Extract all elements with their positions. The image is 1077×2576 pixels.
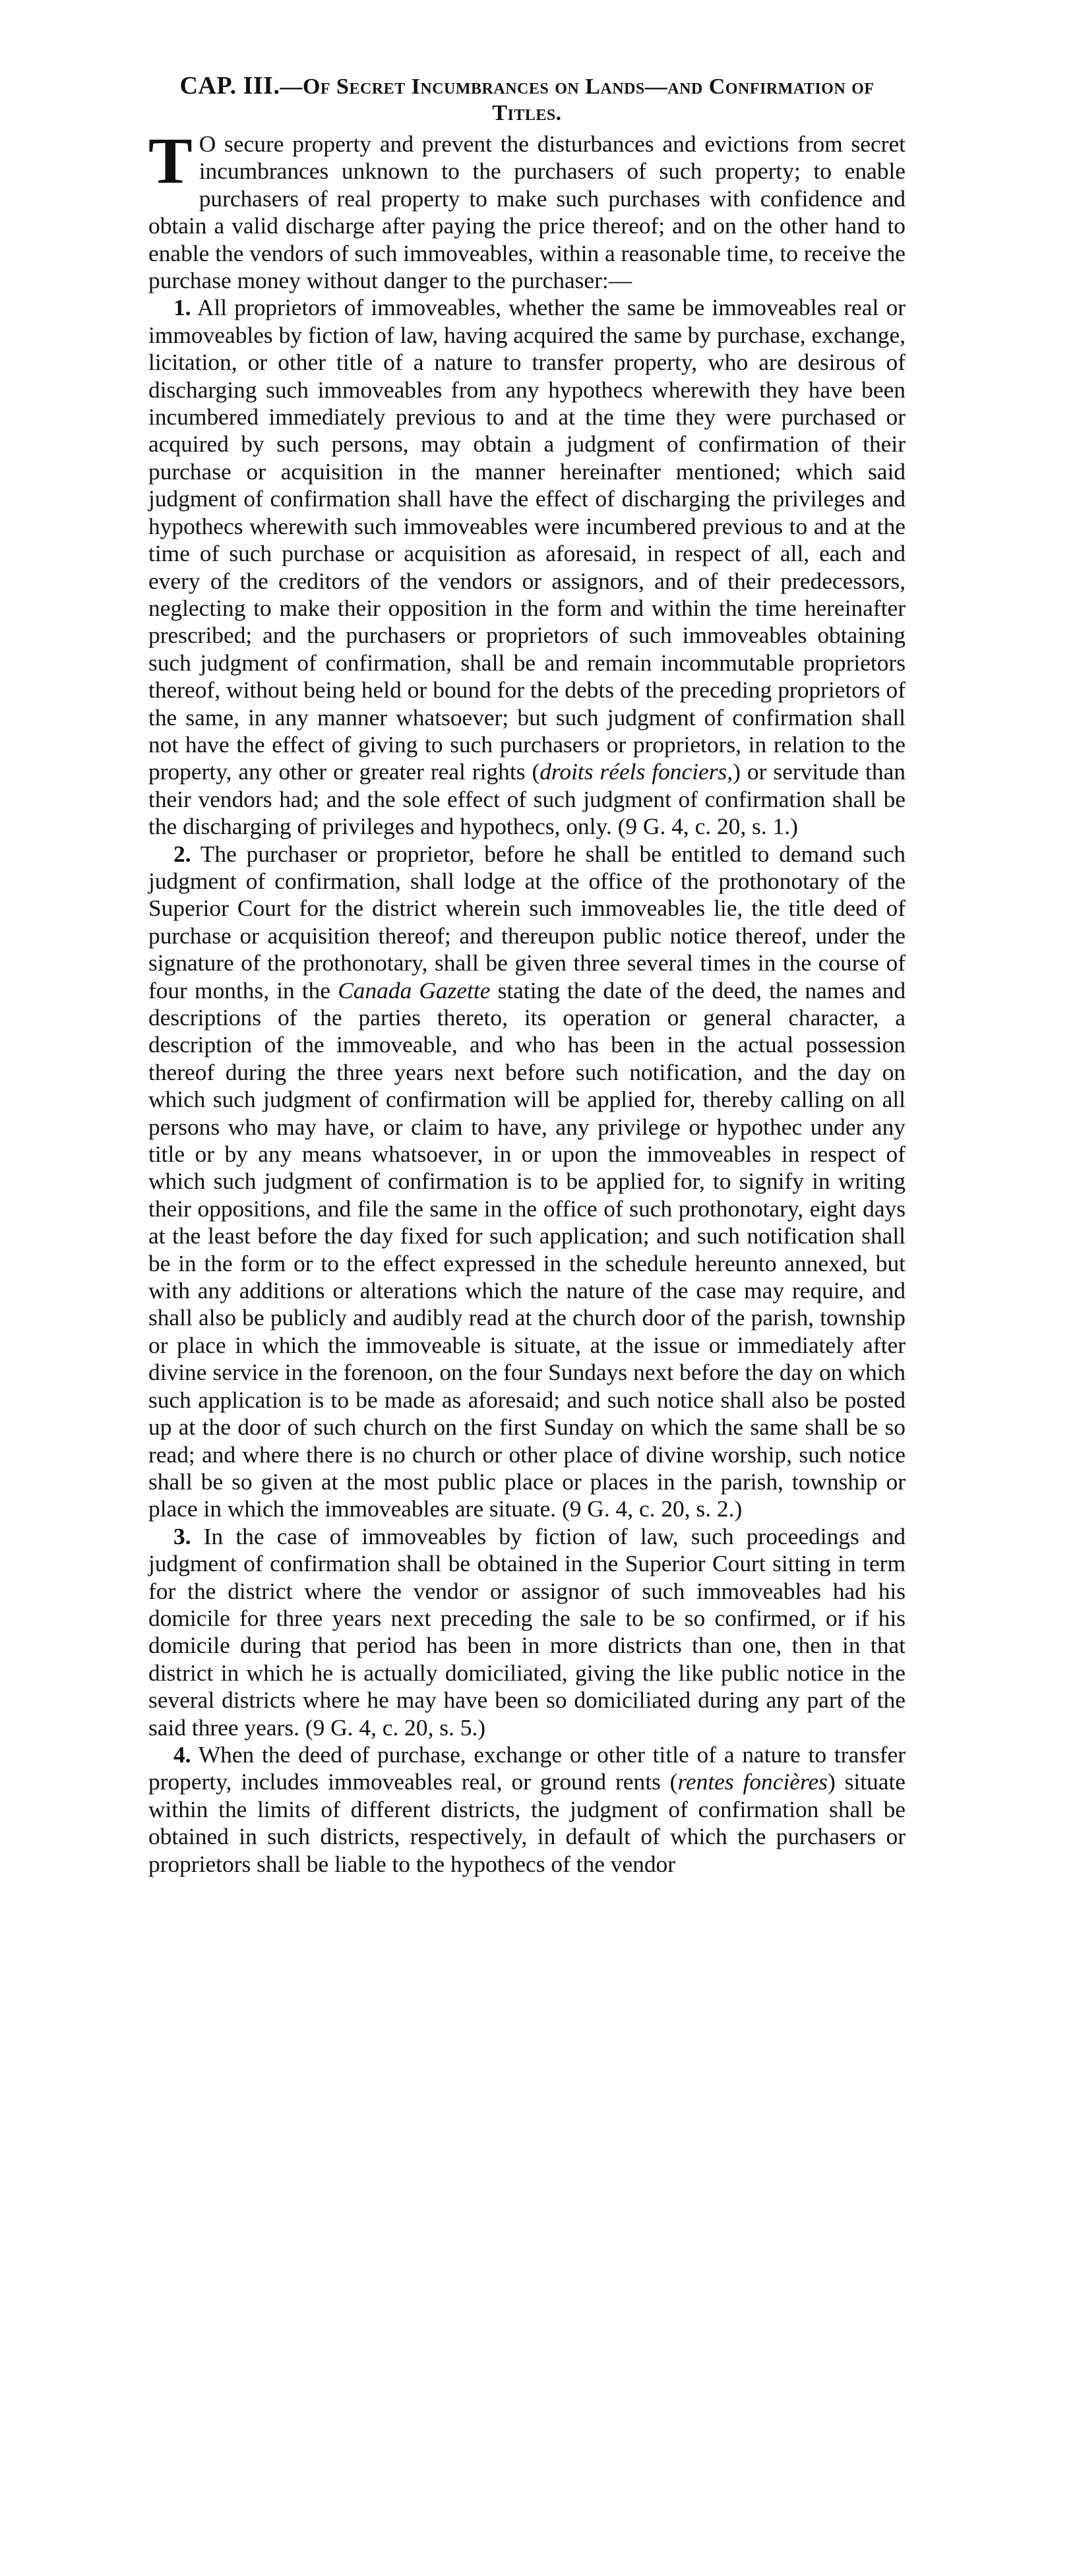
section-text-continued: ) or servitude than their vendors had; and the sole effect of such judgment of confirmation shall be the discharging of privileges and hypothecs, only. (9 G. 4, c. 20, s. 1.) [148,758,906,840]
section-number: 1. [173,294,191,321]
section-2 [148,841,906,1523]
chapter-number: CAP. III. [179,72,280,100]
section-text: When the deed of purchase, exchange or other title of a nature to transfer property, includes immoveables real, or ground rents ( [148,1741,906,1795]
section-italic: rentes foncières [677,1768,828,1795]
section-number: 4. [173,1741,191,1768]
drop-cap: T [148,124,193,197]
section-text: In the case of immoveables by fiction of law, such proceedings and judgment of confirmation shall be obtained in the Superior Court sitting in term for the district where the vendor or assignor of such immoveables had his domicile for three years next preceding the sale to be so confirmed, or if his domicile during that period has been in more districts than one, then in that district in which he is actually domiciliated, giving the like public notice in the several districts where he may have been so domiciliated during any part of the said three years. (9 G. 4, c. 20, s. 5.) [148,1522,906,1741]
section-3 [148,1523,906,1741]
preamble-paragraph [148,124,906,294]
chapter-subject: —Of Secret Incumbrances on Lands—and Confirmation of Titles. [280,75,875,125]
section-italic: Canada Gazette [338,976,491,1003]
section-number: 3. [173,1522,191,1549]
section-text-continued: stating the date of the deed, the names and descriptions of the parties thereto, its operation or general character, a description of the immoveable, and who has been in the actual possession thereof during the three years next before such notification, and the day on which such judgment of confirmation will be applied for, thereby calling on all persons who may have, or claim to have, any privilege or hypothec under any title or by any means whatsoever, in or upon the immoveables in respect of which such judgment of confirmation is to be applied for, to signify in writing their oppositions, and file the same in the office of such prothonotary, eight days at the least before the day fixed for such application; and such notification shall be in the form or to the effect expressed in the schedule hereunto annexed, but with any additions or alterations which the nature of the case may require, and shall also be publicly and audibly read at the church door of the parish, township or place in which the immoveable is situate, at the issue or immediately after divine service in the forenoon, on the four Sundays next before the day on which such application is to be made as aforesaid; and such notice shall also be posted up at the door of such church on the first Sunday on which the same shall be so read; and where there is no church or other place of divine worship, such notice shall be so given at the most public place or places in the parish, township or place in which the immoveables are situate. (9 G. 4, c. 20, s. 2.) [148,976,906,1522]
section-text: All proprietors of immoveables, whether the same be immoveables real or immoveables by fiction of law, having acquired the same by purchase, exchange, licitation, or other title of a nature to transfer property, who are desirous of discharging such immoveables from any hypothecs wherewith they have been incumbered immediately previous to and at the time they were purchased or acquired by such persons, may obtain a judgment of confirmation of their purchase or acquisition in the manner hereinafter mentioned; which said judgment of confirmation shall have the effect of discharging the privileges and hypothecs wherewith such immoveables were incumbered previous to and at the time of such purchase or acquisition as aforesaid, in respect of all, each and every of the creditors of the vendors or assignors, and of their predecessors, neglecting to make their opposition in the form and within the time hereinafter prescribed; and the purchasers or proprietors of such immoveables obtaining such judgment of confirmation, shall be and remain incommutable proprietors thereof, without being held or bound for the debts of the preceding proprietors of the same, in any manner whatsoever; but such judgment of confirmation shall not have the effect of giving to such purchasers or proprietors, in relation to the property, any other or greater real rights ( [148,294,906,785]
section-4 [148,1741,906,1878]
section-number: 2. [173,840,191,867]
preamble-text: O secure property and prevent the disturbances and evictions from secret incumbrances unknown to the purchasers of such property; to enable purchasers of real property to make such purchases with confidence and obtain a valid discharge after paying the price thereof; and on the other hand to enable the vendors of such immoveables, within a reasonable time, to receive the purchase money without danger to the purchaser:— [148,131,906,294]
section-text-continued: ) situate within the limits of different districts, the judgment of confirmation shall be obtained in such districts, respectively, in default of which the purchasers or proprietors shall be liable to the hypothecs of the vendor [148,1768,906,1877]
section-1 [148,294,906,840]
chapter-heading [148,73,906,127]
section-italic: droits réels fonciers, [539,758,733,785]
section-text: The purchaser or proprietor, before he shall be entitled to demand such judgment of confirmation, shall lodge at the office of the prothonotary of the Superior Court for the district wherein such immoveables lie, the title deed of purchase or acquisition thereof; and thereupon public notice thereof, under the signature of the prothonotary, shall be given three several times in the course of four months, in the [148,840,906,1003]
